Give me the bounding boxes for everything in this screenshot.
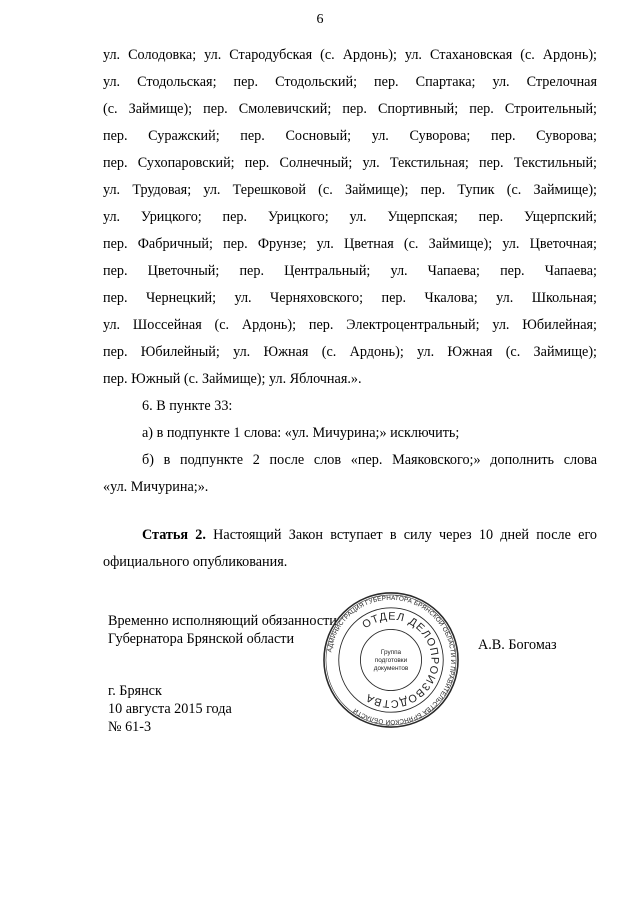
street-list-line: ул. Урицкого; пер. Урицкого; ул. Ущерпская; пер. Ущерпский; bbox=[103, 209, 597, 225]
signatory-title-line1: Временно исполняющий обязанности bbox=[108, 613, 337, 629]
signatory-title-line2: Губернатора Брянской области bbox=[108, 631, 295, 647]
seal-center-line3: документов bbox=[373, 664, 409, 672]
law-number: № 61-3 bbox=[108, 719, 152, 735]
street-list-line: ул. Трудовая; ул. Терешковой (с. Займище); пер. Тупик (с. Займище); bbox=[103, 182, 597, 198]
street-list-line: пер. Суражский; пер. Сосновый; ул. Суворова; пер. Суворова; bbox=[103, 128, 597, 144]
page-number: 6 bbox=[316, 12, 324, 27]
item-6b-line1: б) в подпункте 2 после слов «пер. Маяковского;» дополнить слова bbox=[142, 452, 597, 468]
item-6a: а) в подпункте 1 слова: «ул. Мичурина;» исключить; bbox=[142, 425, 460, 441]
seal-outer-text: АДМИНИСТРАЦИЯ ГУБЕРНАТОРА БРЯНСКОЙ ОБЛАСТИ И ПРАВИТЕЛЬСТВА БРЯНСКОЙ ОБЛАСТИ bbox=[326, 594, 457, 726]
article-2-line2: официального опубликования. bbox=[103, 554, 288, 570]
street-list-line: пер. Цветочный; пер. Центральный; ул. Чапаева; пер. Чапаева; bbox=[103, 263, 597, 279]
street-list-line: (с. Займище); пер. Смолевичский; пер. Спортивный; пер. Строительный; bbox=[103, 101, 597, 117]
street-list-line: пер. Южный (с. Займище); ул. Яблочная.». bbox=[103, 371, 362, 387]
date: 10 августа 2015 года bbox=[108, 701, 232, 717]
place: г. Брянск bbox=[108, 683, 162, 699]
seal-inner-text: ОТДЕЛ ДЕЛОПРОИЗВОДСТВА bbox=[360, 610, 441, 710]
item-6b-line2: «ул. Мичурина;». bbox=[103, 479, 209, 495]
street-list-line: пер. Чернецкий; ул. Черняховского; пер. Чкалова; ул. Школьная; bbox=[103, 290, 597, 306]
street-list-line: ул. Стодольская; пер. Стодольский; пер. Спартака; ул. Стрелочная bbox=[103, 74, 597, 90]
street-list-line: пер. Сухопаровский; пер. Солнечный; ул. Текстильная; пер. Текстильный; bbox=[103, 155, 597, 171]
seal-center-line1: Группа bbox=[380, 649, 402, 657]
article-2-line1 bbox=[142, 526, 597, 544]
street-list-line: ул. Шоссейная (с. Ардонь); пер. Электроцентральный; ул. Юбилейная; bbox=[103, 317, 597, 333]
article-2-text: Настоящий Закон вступает в силу через 10 дней после его bbox=[205, 527, 597, 543]
street-list-line: пер. Юбилейный; ул. Южная (с. Ардонь); ул. Южная (с. Займище); bbox=[103, 344, 597, 360]
item-6-heading: 6. В пункте 33: bbox=[142, 398, 233, 414]
article-2-label: Статья 2. bbox=[142, 527, 206, 543]
street-list-line: ул. Солодовка; ул. Стародубская (с. Ардонь); ул. Стахановская (с. Ардонь); bbox=[103, 47, 597, 63]
official-seal bbox=[322, 591, 460, 729]
signatory-name: А.В. Богомаз bbox=[478, 637, 557, 653]
street-list-line: пер. Фабричный; пер. Фрунзе; ул. Цветная (с. Займище); ул. Цветочная; bbox=[103, 236, 597, 252]
seal-center-line2: подготовки bbox=[374, 656, 408, 664]
